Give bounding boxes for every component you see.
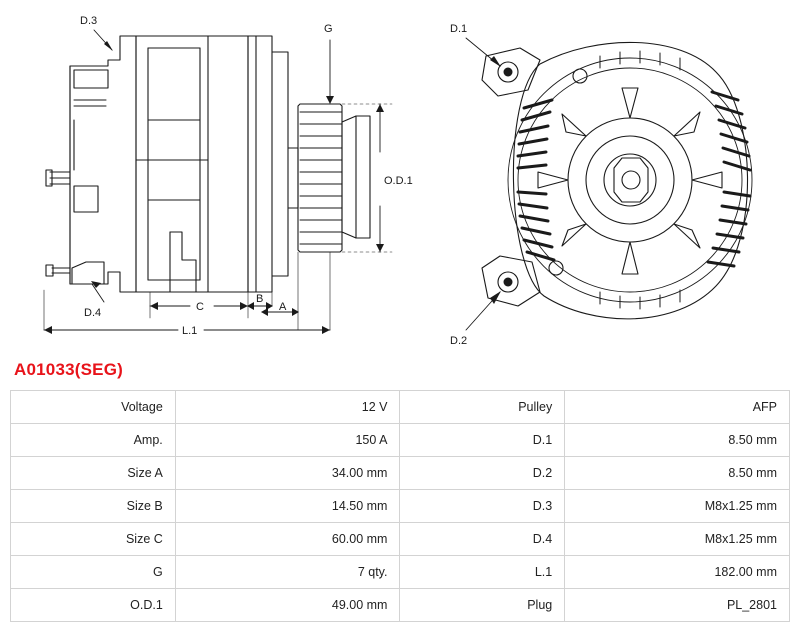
- spec-key: Size C: [11, 523, 176, 556]
- spec-key: Size B: [11, 490, 176, 523]
- spec-value: M8x1.25 mm: [565, 490, 790, 523]
- spec-key: Amp.: [11, 424, 176, 457]
- spec-value: 14.50 mm: [175, 490, 400, 523]
- spec-value: 150 A: [175, 424, 400, 457]
- table-row: [11, 589, 790, 622]
- spec-key: D.4: [400, 523, 565, 556]
- label-a: A: [279, 301, 287, 313]
- spec-value: M8x1.25 mm: [565, 523, 790, 556]
- table-row: [11, 490, 790, 523]
- spec-key: O.D.1: [11, 589, 176, 622]
- spec-key: Plug: [400, 589, 565, 622]
- spec-value: 7 qty.: [175, 556, 400, 589]
- table-row: [11, 391, 790, 424]
- label-od1: O.D.1: [384, 175, 413, 187]
- spec-value: 8.50 mm: [565, 457, 790, 490]
- specification-table: [10, 390, 790, 622]
- label-d2: D.2: [450, 335, 468, 347]
- spec-key: Pulley: [400, 391, 565, 424]
- spec-key: Voltage: [11, 391, 176, 424]
- spec-value: AFP: [565, 391, 790, 424]
- label-b: B: [256, 293, 264, 305]
- table-row: [11, 556, 790, 589]
- spec-key: D.3: [400, 490, 565, 523]
- spec-key: L.1: [400, 556, 565, 589]
- spec-value: 182.00 mm: [565, 556, 790, 589]
- spec-key: D.2: [400, 457, 565, 490]
- spec-value: 60.00 mm: [175, 523, 400, 556]
- label-c: C: [196, 301, 204, 313]
- label-l1: L.1: [182, 325, 198, 337]
- table-row: [11, 523, 790, 556]
- table-row: [11, 424, 790, 457]
- spec-value: 8.50 mm: [565, 424, 790, 457]
- label-d1: D.1: [450, 23, 468, 35]
- spec-value: 34.00 mm: [175, 457, 400, 490]
- spec-value: 49.00 mm: [175, 589, 400, 622]
- label-g: G: [324, 23, 333, 35]
- label-d4: D.4: [84, 307, 102, 319]
- part-code-title: A01033(SEG): [14, 360, 123, 379]
- label-d3: D.3: [80, 15, 98, 27]
- spec-key: G: [11, 556, 176, 589]
- table-row: [11, 457, 790, 490]
- spec-key: Size A: [11, 457, 176, 490]
- spec-value: PL_2801: [565, 589, 790, 622]
- spec-key: D.1: [400, 424, 565, 457]
- spec-value: 12 V: [175, 391, 400, 424]
